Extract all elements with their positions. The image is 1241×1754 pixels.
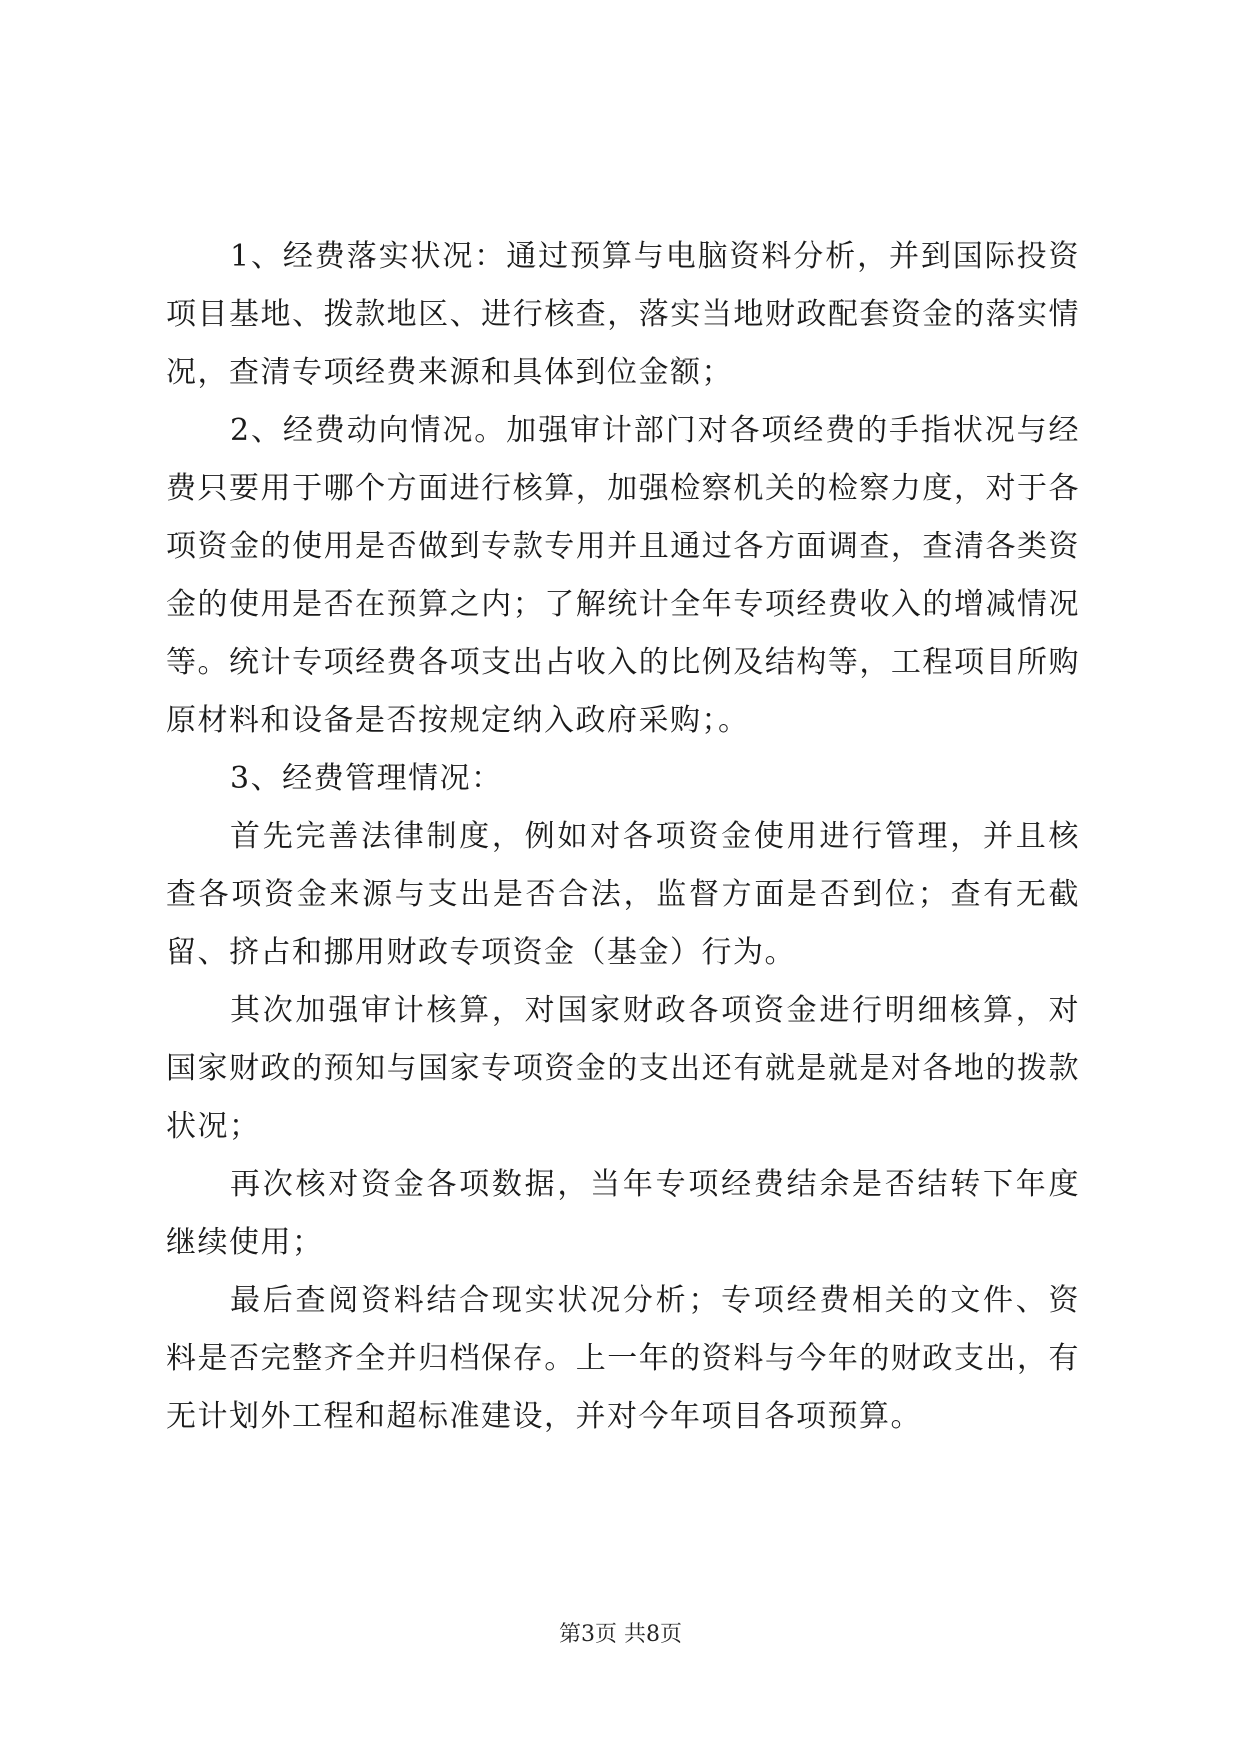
- paragraph-data-verification: 再次核对资金各项数据，当年专项经费结余是否结转下年度继续使用；: [166, 1167, 1080, 1260]
- paragraph-funding-implementation: 1、经费落实状况：通过预算与电脑资料分析，并到国际投资项目基地、拨款地区、进行核查，落实当地财政配套资金的落实情况，查清专项经费来源和具体到位金额；: [166, 239, 1080, 390]
- paragraph-document-review: 最后查阅资料结合现实状况分析；专项经费相关的文件、资料是否完整齐全并归档保存。上一年的资料与今年的财政支出，有无计划外工程和超标准建设，并对今年项目各项预算。: [166, 1283, 1080, 1434]
- paragraph-funding-management-heading: 3、经费管理情况：: [230, 761, 503, 796]
- document-body: [166, 228, 1080, 1446]
- paragraph-funding-flow: 2、经费动向情况。加强审计部门对各项经费的手指状况与经费只要用于哪个方面进行核算，加强检察机关的检察力度，对于各项资金的使用是否做到专款专用并且通过各方面调查，查清各类资金的使用是否在预算之内；了解统计全年专项经费收入的增减情况等。统计专项经费各项支出占收入的比例及结构等，工程项目所购原材料和设备是否按规定纳入政府采购；。: [166, 413, 1080, 738]
- paragraph-audit-accounting: 其次加强审计核算，对国家财政各项资金进行明细核算，对国家财政的预知与国家专项资金的支出还有就是就是对各地的拨款状况；: [166, 993, 1080, 1144]
- paragraph-legal-system: 首先完善法律制度，例如对各项资金使用进行管理，并且核查各项资金来源与支出是否合法，监督方面是否到位；查有无截留、挤占和挪用财政专项资金（基金）行为。: [166, 819, 1080, 970]
- page-number-footer: 第3页 共8页: [559, 1622, 682, 1647]
